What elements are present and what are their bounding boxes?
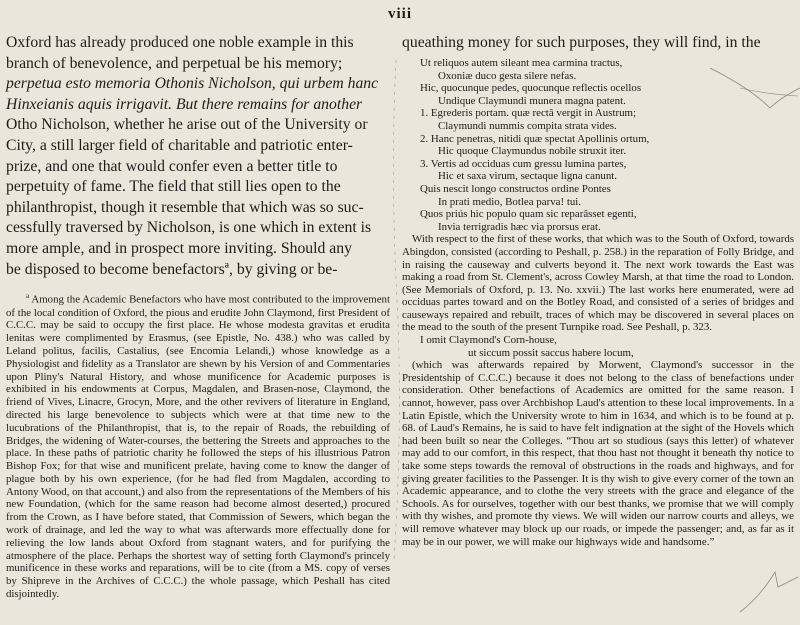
quoted-verse (420, 334, 794, 359)
main-text-line: Oxford has already produced one noble example in this (6, 34, 354, 51)
footnote-text: Among the Academic Benefactors who have most contributed to the improvement of the local condition of Oxford, the pious and erudite John Claymond, first President of C.C.C. may be said to occupy the first place. He whose modesta gravitas et erudita lenitas were complimented by Erasmus, (see Epistle, No. 438.) who was called by Leland politus, facilis, Castalius, (see Encomia Lelandi,) whose knowledge as a Physiologist and fidelity as a Translator are shewn by his Version of and Commentaries upon Pliny's Natural History, and whose munificence for Academic purposes is exhibited in his endowments at Corpus, Magdalen, and Brasen-nose, Claymond, the friend of Vives, Linacre, Grocyn, More, and the other revivers of literature in England, directed his large benevolence to subjects which were at that time new to the lucubrations of the Philanthropist, that is, to the repair of Roads, the rebuilding of Bridges, the widening of Water-courses, the bettering the Streets and approaches to the place. In these paths of patriotic charity he followed the steps of his illustrious Patron Bishop Fox; for that wise and munificent prelate, having come to know the danger of plague both by his own experience, (for he had fled from Magdalen, according to Antony Wood, on that account,) and also from the representations of the Members of his new Foundation, (which for the same reason had become almost deserted,) procured from the Crown, as I have before stated, that Commission of Sewers, which began the work of drainage, and led the way to what was afterwards more effectually done for relieving the low lands about Oxford from stagnant waters, and for purifying the atmosphere of the place. Perhaps the shortest way of setting forth Claymond's princely munificence in these works and reparations, will be to cite (from a MS. copy of verses by Shipreve in the Archives of C.C.C.) the whole passage, which Peshall has cited disjointedly. (6, 293, 390, 601)
verse-line: I omit Claymond's Corn-house, (420, 334, 557, 347)
main-text (6, 33, 390, 280)
main-text-line: perpetuity of fame. The field that still lies open to the (6, 178, 341, 196)
verse-line: 1. Egrederis portam. quæ rectâ vergit in Austrum; (420, 107, 637, 120)
main-text-line: philanthropist, though it resemble that which was so suc- (6, 198, 364, 216)
left-column (6, 33, 390, 601)
footnote (6, 290, 390, 601)
page-number: viii (387, 6, 412, 22)
main-text-line: Hinxeianis aquis irrigavit. But there remains for another (6, 95, 363, 113)
verse-line: Quis nescit longo constructos ordine Pontes (420, 182, 611, 195)
main-text-line: be disposed to become benefactorsª, by giving or be- (6, 260, 338, 278)
commentary-paragraph-2: (which was afterwards repaired by Morwent, Claymond's successor in the Presidentship of C.C.C.) because it does not belong to the class of benefactions under consideration. Other benefactions of Academics are omitted for the same reason. I cannot, however, pass over Archbishop Laud's attention to these local improvements. In a Latin Epistle, which the University wrote to him in 1634, and which is to be found at p. 68. of Laud's Remains, he is said to have felt indignation at the sight of the Hovels which had been built so near the Colleges. “Thou art so studious (says this letter) of whatever may add to our comfort, in this respect, that thou hast not thought it beneath thy notice to take some steps towards the removal of obstructions in the roads and highways, and for giving greater facilities to the Passenger. It is thy wish to give every corner of the town an Academic appearance, and to clothe the very streets with the grace and elegance of the Schools. As for ourselves, together with our best thanks, we promise that we will comply with thy wishes, and promote thy views. We will widen our narrow courts and alleys, we will remove whatever may block up our roads, or impede the passenger; and, as far as it may be in our power, we will make our highways wide and handsome.” (402, 359, 794, 548)
latin-verse (420, 57, 794, 233)
footnote-mark: a (26, 292, 30, 301)
verse-line: Oxoniæ duco gesta silere nefas. (438, 69, 577, 82)
main-text-line: branch of benevolence, and perpetual be his memory; (6, 54, 343, 72)
page-curl-bottom-right (730, 557, 800, 617)
continued-main-text: queathing money for such purposes, they will find, in the (402, 34, 761, 51)
main-text-line: cessfully traversed by Nicholson, is one which in extent is (6, 219, 372, 237)
commentary-paragraph: With respect to the first of these works, that which was to the South of Oxford, towards Abingdon, consisted (according to Peshall, p. 258.) in the reparation of Folly Bridge, and in raising the causeway and culverts beyond it. The next work towards the East was making a road from St. Clement's, across Cowley Marsh, at that time the road to London. (See Memorials of Oxford, p. 13. No. xxvii.) The last works here enumerated, were ad occiduas partes toward and on the Botley Road, and consisted of a series of bridges and causeways repaired and rebuilt, traces of which may be discovered in several places on the mead to the south of the present Turnpike road. See Peshall, p. 323. (402, 233, 794, 334)
verse-line: In prati medio, Botlea parva! tui. (438, 195, 582, 208)
verse-line: Hic et saxa virum, sectaque ligna canunt. (438, 170, 618, 183)
main-text-line: perpetua esto memoria Othonis Nicholson, qui urbem hanc (6, 75, 379, 93)
verse-line: Hic, quocunque pedes, quocunque reflectis ocellos (420, 82, 642, 95)
main-text-line: more ample, and in prospect more inviting. Should any (6, 239, 352, 257)
verse-line: Undique Claymundi munera magna patent. (438, 94, 626, 107)
verse-line: 3. Vertis ad occiduas cum gressu lumina partes, (420, 157, 627, 170)
verse-line: 2. Hanc penetras, nitidi quæ spectat Apollinis ortum, (420, 132, 650, 145)
main-text-line: prize, and one that would confer even a better title to (6, 157, 338, 175)
verse-line: ut siccum possit saccus habere locum, (468, 346, 634, 359)
verse-line: Invia terrigradis hæc via prorsus erat. (438, 220, 601, 233)
main-text-line: City, a still larger field of charitable and patriotic enter- (6, 136, 353, 154)
verse-line: Hic quoque Claymundus nobile struxit iter. (438, 145, 627, 158)
verse-line: Ut reliquos autem sileant mea carmina tractus, (420, 57, 623, 69)
verse-line: Claymundi nummis compita strata vides. (438, 119, 617, 132)
main-text-line: Otho Nicholson, whether he arise out of the University or (6, 116, 368, 134)
verse-line: Quos priús hic populo quam sic reparâsset egenti, (420, 208, 637, 221)
right-column (402, 33, 794, 548)
